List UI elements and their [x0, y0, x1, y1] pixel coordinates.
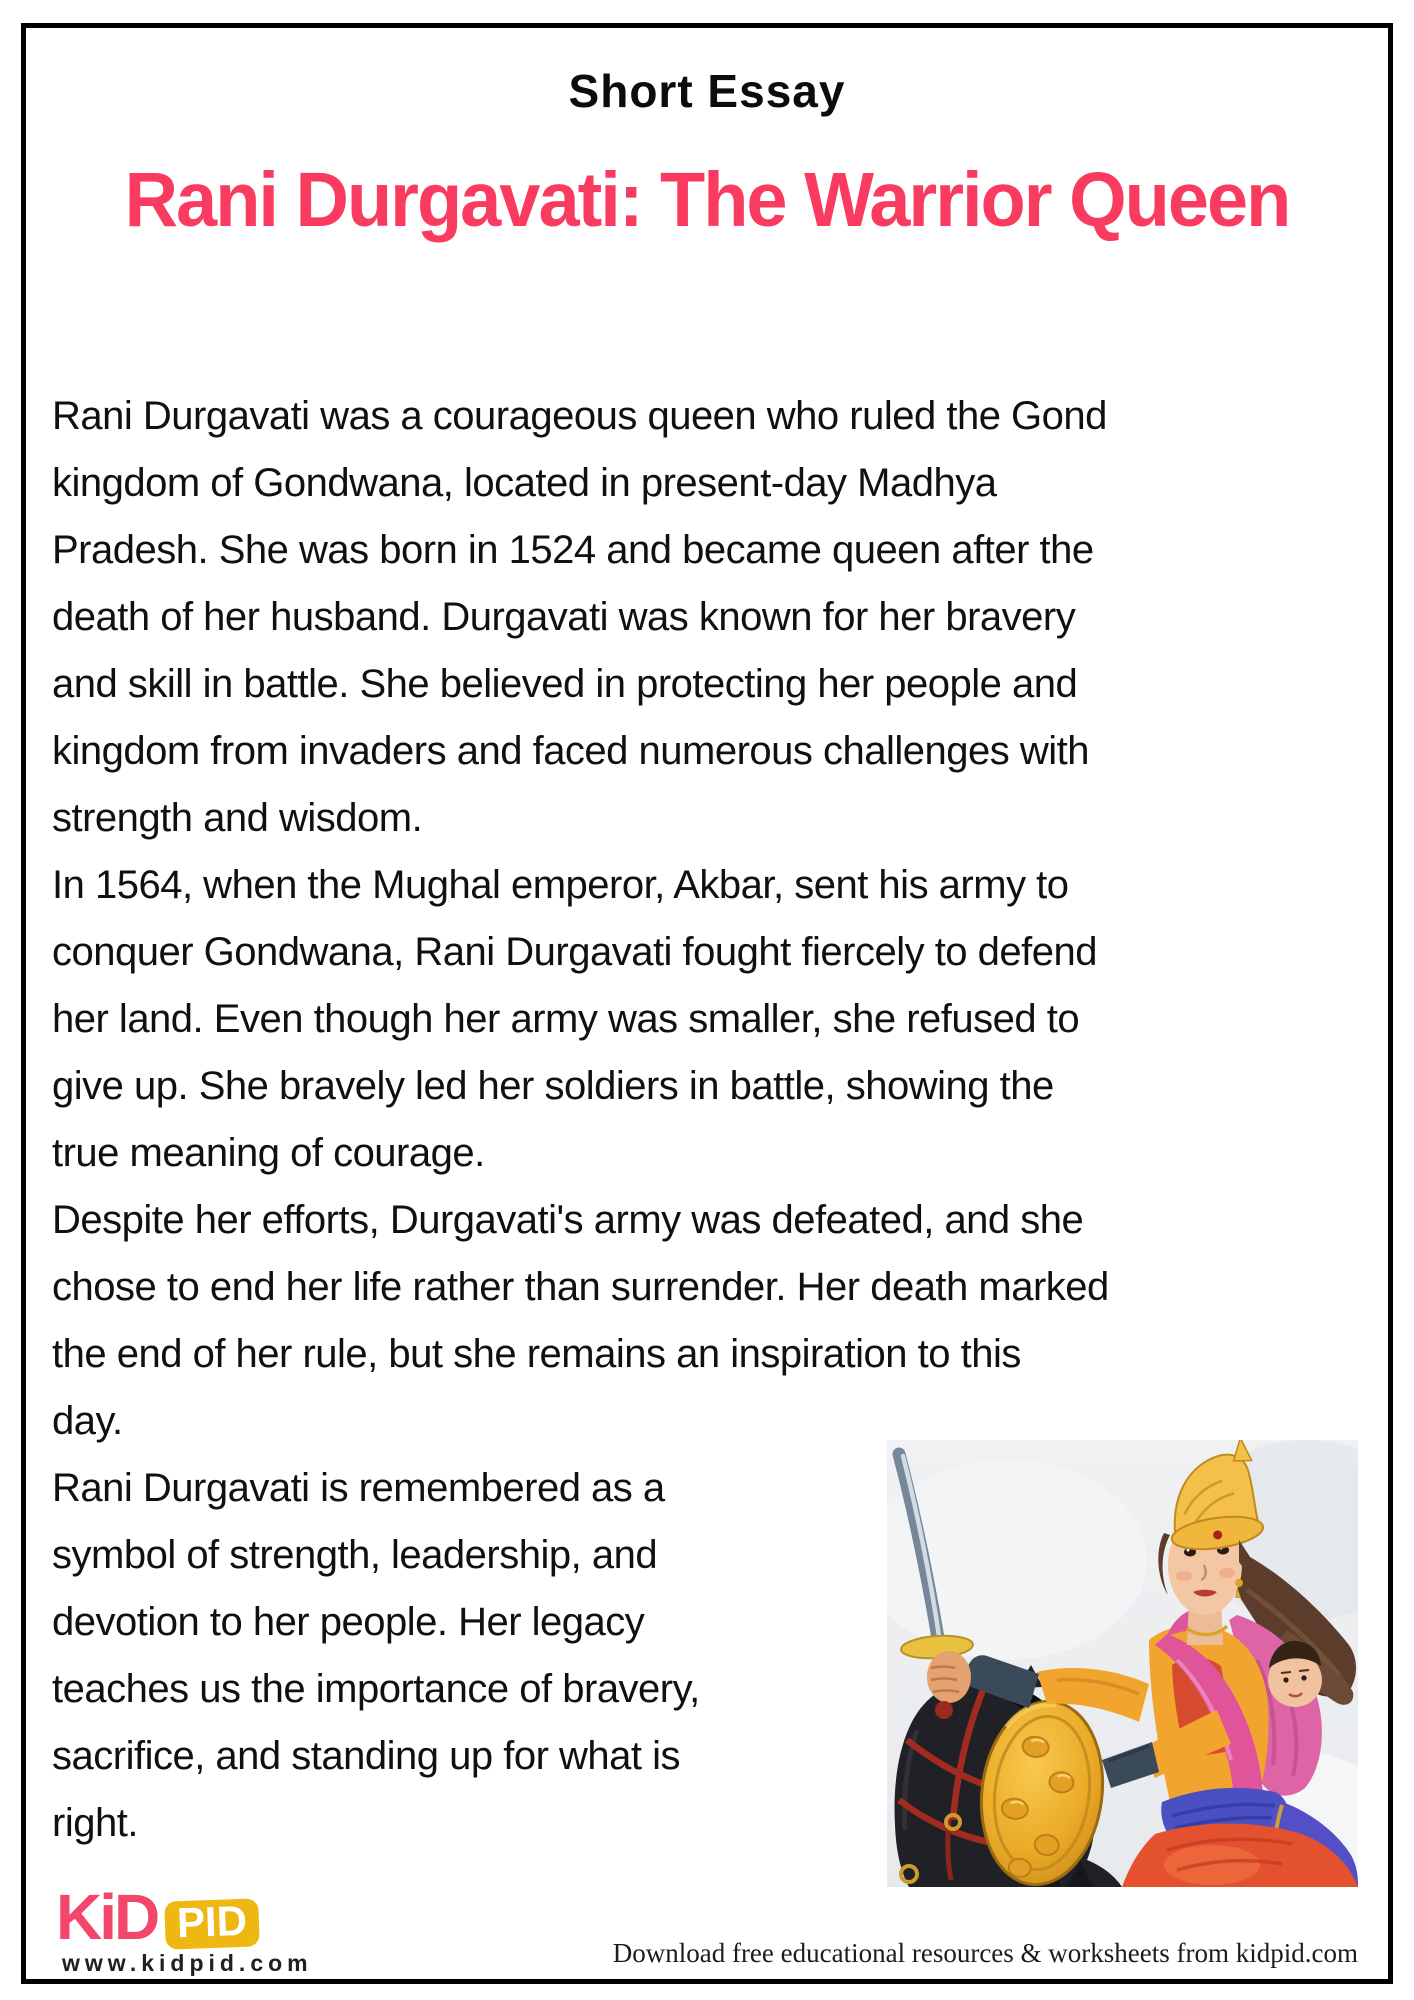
- essay-line: strength and wisdom.: [52, 796, 423, 840]
- essay-line: and skill in battle. She believed in protecting her people and: [52, 662, 1078, 706]
- essay-line: Despite her efforts, Durgavati's army was defeated, and she: [52, 1198, 1084, 1242]
- essay-line: day.: [52, 1399, 123, 1443]
- essay-line: sacrifice, and standing up for what is: [52, 1734, 681, 1778]
- essay-type-heading: Short Essay: [568, 65, 846, 117]
- essay-line: give up. She bravely led her soldiers in battle, showing the: [52, 1064, 1054, 1108]
- page-title: Rani Durgavati: The Warrior Queen: [124, 156, 1290, 243]
- essay-line: kingdom from invaders and faced numerous challenges with: [52, 729, 1090, 773]
- essay-line: conquer Gondwana, Rani Durgavati fought fiercely to defend: [52, 930, 1098, 974]
- essay-line: teaches us the importance of bravery,: [52, 1667, 700, 1711]
- essay-line: Pradesh. She was born in 1524 and became queen after the: [52, 528, 1094, 572]
- essay-line: chose to end her life rather than surrender. Her death marked: [52, 1265, 1109, 1309]
- footer-note: Download free educational resources & worksheets from kidpid.com: [612, 1938, 1358, 1968]
- essay-line: her land. Even though her army was smaller, she refused to: [52, 997, 1080, 1041]
- essay-line: Rani Durgavati is remembered as a: [52, 1466, 665, 1510]
- essay-line: devotion to her people. Her legacy: [52, 1600, 645, 1644]
- essay-line: Rani Durgavati was a courageous queen who ruled the Gond: [52, 394, 1107, 438]
- sword-hand: [927, 1651, 971, 1703]
- kidpid-logo: [56, 1881, 259, 1953]
- kidpid-logo-pid-badge: PID: [164, 1898, 260, 1949]
- essay-line: In 1564, when the Mughal emperor, Akbar, sent his army to: [52, 863, 1069, 907]
- essay-line: symbol of strength, leadership, and: [52, 1533, 658, 1577]
- essay-line: true meaning of courage.: [52, 1131, 485, 1175]
- website-url: www.kidpid.com: [62, 1950, 313, 1976]
- essay-line: the end of her rule, but she remains an inspiration to this: [52, 1332, 1021, 1376]
- essay-line: kingdom of Gondwana, located in present-day Madhya: [52, 461, 997, 505]
- kidpid-logo-kid-text: KiD: [56, 1881, 158, 1953]
- rani-durgavati-illustration: [887, 1440, 1358, 1887]
- essay-line: right.: [52, 1801, 138, 1845]
- essay-line: death of her husband. Durgavati was known for her bravery: [52, 595, 1076, 639]
